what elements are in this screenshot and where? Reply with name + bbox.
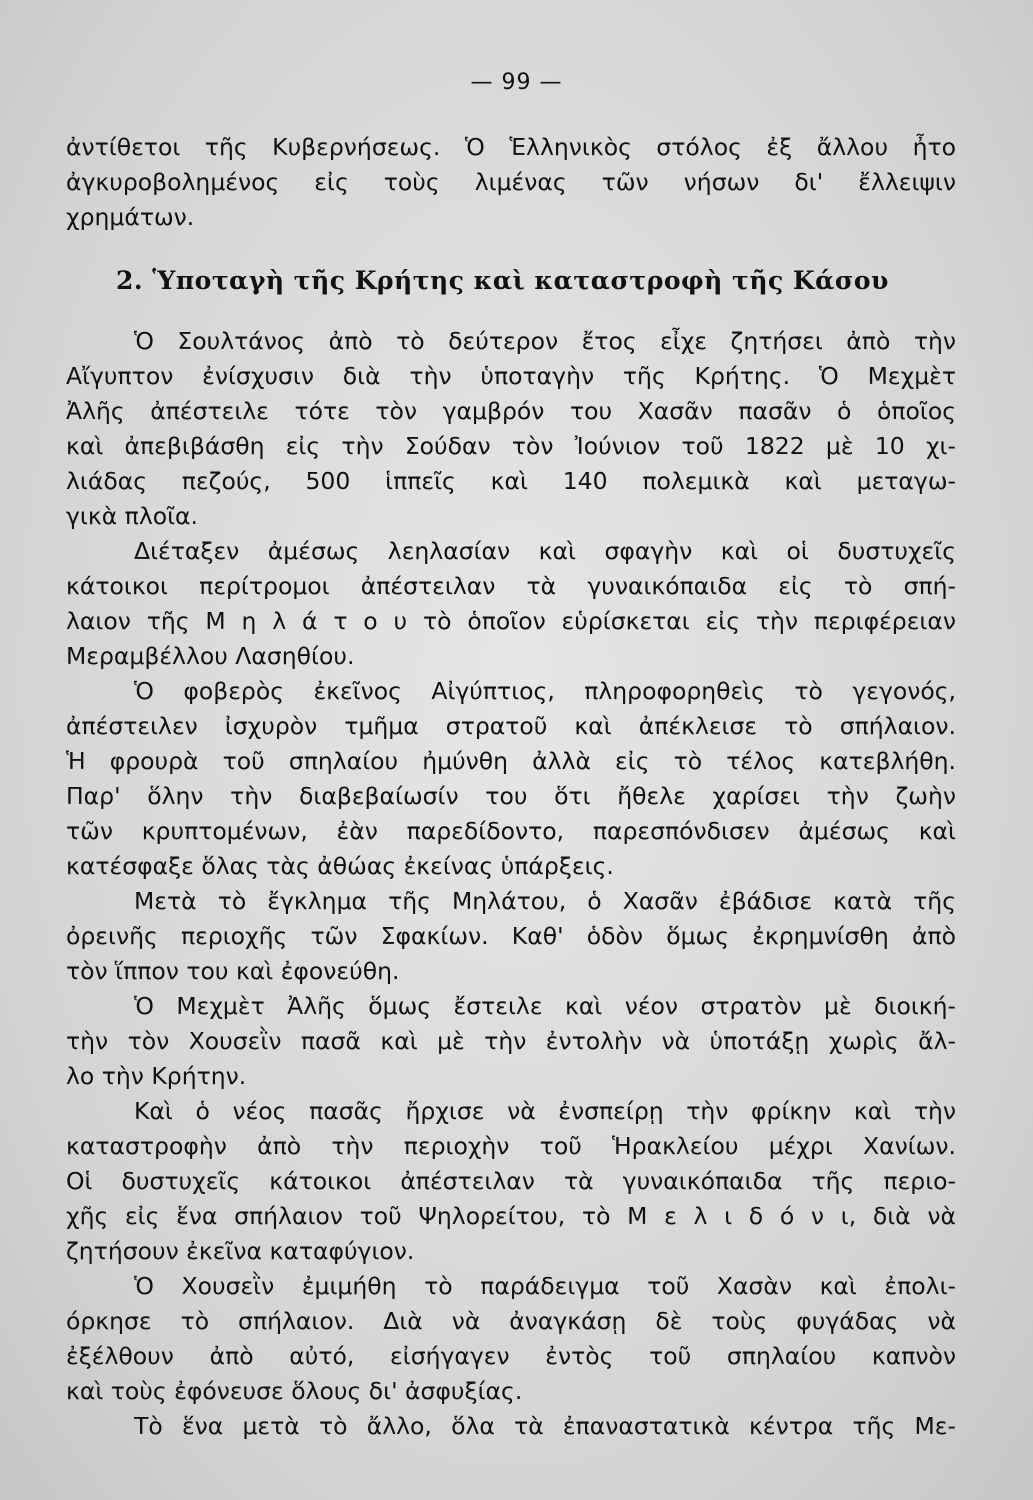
text-line: τὴν τὸν Χουσεῒν πασᾶ καὶ μὲ τὴν ἐντολὴν νὰ ὑποτάξῃ χωρὶς ἄλ- [66, 1027, 956, 1055]
text-line: Μετὰ τὸ ἔγκλημα τῆς Μηλάτου, ὁ Χασᾶν ἐβάδισε κατὰ τῆς [134, 887, 956, 915]
main-text [66, 324, 956, 1444]
text-line: λο τὴν Κρήτην. [66, 1062, 247, 1090]
text-line: τὸν ἵππον του καὶ ἐφονεύθη. [66, 957, 400, 985]
text-line: Μεραμβέλλου Λασηθίου. [66, 642, 355, 670]
text-line: Ἡ φρουρὰ τοῦ σπηλαίου ἠμύνθη ἀλλὰ εἰς τὸ τέλος κατεβλήθη. [66, 747, 956, 775]
text-line: Ἀλῆς ἀπέστειλε τότε τὸν γαμβρόν του Χασᾶν πασᾶν ὁ ὁποῖος [66, 397, 956, 425]
text-line: καταστροφὴν ἀπὸ τὴν περιοχὴν τοῦ Ἡρακλείου μέχρι Χανίων. [66, 1132, 956, 1160]
top-paragraph [66, 130, 956, 235]
text-line: όρκησε τὸ σπήλαιον. Διὰ νὰ ἀναγκάσῃ δὲ τοὺς φυγάδας νὰ [66, 1307, 956, 1335]
text-line: ἀντίθετοι τῆς Κυβερνήσεως. Ὁ Ἑλληνικὸς στόλος ἐξ ἄλλου ἦτο [66, 133, 956, 161]
text-line: ἀπέστειλεν ἰσχυρὸν τμῆμα στρατοῦ καὶ ἀπέκλεισε τὸ σπήλαιον. [66, 712, 956, 740]
text-line: καὶ ἀπεβιβάσθη εἰς τὴν Σούδαν τὸν Ἰούνιον τοῦ 1822 μὲ 10 χι- [66, 432, 956, 460]
text-line: Οἱ δυστυχεῖς κάτοικοι ἀπέστειλαν τὰ γυναικόπαιδα τῆς περιο- [66, 1167, 956, 1195]
text-line: Ὁ Σουλτάνος ἀπὸ τὸ δεύτερον ἔτος εἶχε ζητήσει ἀπὸ τὴν [134, 327, 956, 355]
text-line: Ὁ Χουσεῒν ἐμιμήθη τὸ παράδειγμα τοῦ Χασὰν καὶ ἐπολι- [134, 1272, 956, 1300]
text-line: Παρ' ὅλην τὴν διαβεβαίωσίν του ὅτι ἤθελε χαρίσει τὴν ζωὴν [66, 782, 956, 810]
text-line: χρημάτων. [66, 203, 195, 231]
text-line: Αἴγυπτον ἐνίσχυσιν διὰ τὴν ὑποταγὴν τῆς Κρήτης. Ὁ Μεχμὲτ [66, 362, 956, 390]
text-line: κατέσφαξε ὅλας τὰς ἀθώας ἐκείνας ὑπάρξεις. [66, 852, 614, 880]
text-line: λιάδας πεζούς, 500 ἱππεῖς καὶ 140 πολεμικὰ καὶ μεταγω- [66, 467, 956, 495]
text-line: λαιον τῆς Μ η λ ά τ ο υ τὸ ὁποῖον εὑρίσκεται εἰς τὴν περιφέρειαν [66, 607, 956, 635]
text-line: Ὁ Μεχμὲτ Ἀλῆς ὅμως ἔστειλε καὶ νέον στρατὸν μὲ διοική- [134, 992, 956, 1020]
section-heading: 2. Ὑποταγὴ τῆς Κρήτης καὶ καταστροφὴ τῆς Κάσου [116, 266, 889, 295]
text-line: ἀγκυροβολημένος εἰς τοὺς λιμένας τῶν νήσων δι' ἔλλειψιν [66, 168, 956, 196]
text-line: ζητήσουν ἐκεῖνα καταφύγιον. [66, 1237, 415, 1265]
text-line: κάτοικοι περίτρομοι ἀπέστειλαν τὰ γυναικόπαιδα εἰς τὸ σπή- [66, 572, 956, 600]
text-line: Διέταξεν ἀμέσως λεηλασίαν καὶ σφαγὴν καὶ οἱ δυστυχεῖς [134, 537, 956, 565]
text-line: τῶν κρυπτομένων, ἐὰν παρεδίδοντο, παρεσπόνδισεν ἀμέσως καὶ [66, 817, 956, 845]
text-line: γικὰ πλοῖα. [66, 502, 199, 530]
text-line: ἐξέλθουν ἀπὸ αὐτό, εἰσήγαγεν ἐντὸς τοῦ σπηλαίου καπνὸν [66, 1342, 956, 1370]
text-line: Καὶ ὁ νέος πασᾶς ἤρχισε νὰ ἐνσπείρῃ τὴν φρίκην καὶ τὴν [134, 1097, 956, 1125]
page-number: — 99 — [470, 70, 563, 95]
text-line: καὶ τοὺς ἐφόνευσε ὅλους δι' ἀσφυξίας. [66, 1377, 523, 1405]
text-line: Τὸ ἕνα μετὰ τὸ ἄλλο, ὅλα τὰ ἐπαναστατικὰ κέντρα τῆς Με- [134, 1412, 956, 1440]
text-line: χῆς εἰς ἕνα σπήλαιον τοῦ Ψηλορείτου, τὸ Μ ε λ ι δ ό ν ι, διὰ νὰ [66, 1202, 956, 1230]
text-line: ὀρεινῆς περιοχῆς τῶν Σφακίων. Καθ' ὁδὸν ὅμως ἐκρημνίσθη ἀπὸ [66, 922, 956, 950]
text-line: Ὁ φοβερὸς ἐκεῖνος Αἰγύπτιος, πληροφορηθεὶς τὸ γεγονός, [134, 677, 956, 705]
